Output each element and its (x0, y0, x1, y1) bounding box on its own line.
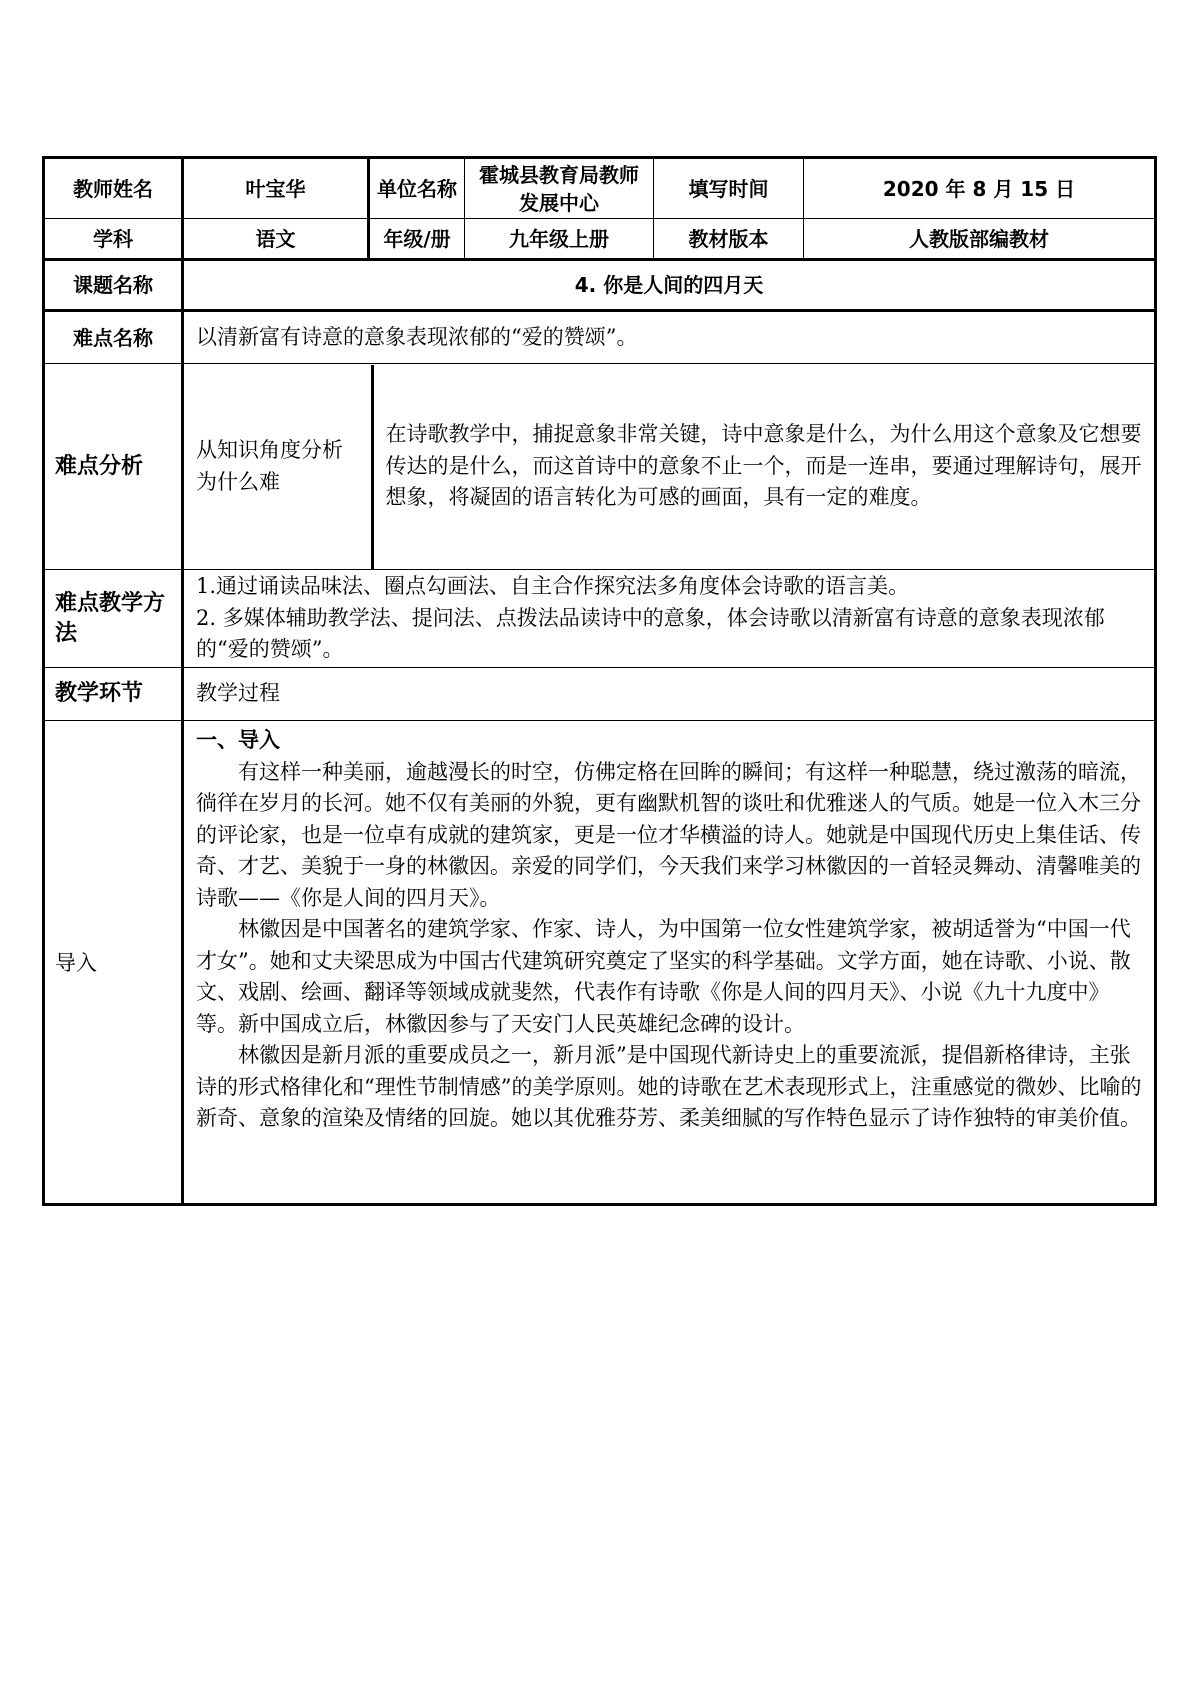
subject-value: 语文 (183, 219, 369, 260)
topic-value: 4. 你是人间的四月天 (183, 260, 1156, 311)
methods-cell (183, 570, 1156, 668)
grade-label: 年级/册 (369, 219, 465, 260)
edition-value: 人教版部编教材 (804, 219, 1156, 260)
method-item-1: 1.通过诵读品味法、圈点勾画法、自主合作探究法多角度体会诗歌的语言美。 (196, 574, 910, 599)
intro-paragraph-1: 有这样一种美丽，逾越漫长的时空，仿佛定格在回眸的瞬间；有这样一种聪慧，绕过激荡的暗流，徜徉在岁月的长河。她不仅有美丽的外貌，更有幽默机智的谈吐和优雅迷人的气质。她是一位入木三分的评论家，也是一位卓有成就的建筑家，更是一位才华横溢的诗人。她就是中国现代历史上集佳话、传奇、才艺、美貌于一身的林徽因。亲爱的同学们，今天我们来学习林徽因的一首轻灵舞动、清馨唯美的诗歌——《你是人间的四月天》。 (196, 759, 1141, 910)
analysis-text: 在诗歌教学中，捕捉意象非常关键，诗中意象是什么，为什么用这个意象及它想要传达的是什么，而这首诗中的意象不止一个，而是一连串，要通过理解诗句，展开想象，将凝固的语言转化为可感的画面，具有一定的难度。 (385, 422, 1142, 510)
date-value: 2020 年 8 月 15 日 (804, 158, 1156, 219)
lesson-plan-page (42, 156, 1154, 1206)
process-value: 教学过程 (183, 668, 1156, 721)
intro-row (44, 721, 1156, 1205)
difficulty-label: 难点名称 (44, 311, 183, 364)
topic-row (44, 260, 1156, 311)
info-row-1 (44, 158, 1156, 219)
intro-title: 一、导入 (196, 728, 280, 752)
process-label: 教学环节 (44, 668, 183, 721)
analysis-inner-table (184, 365, 1154, 569)
difficulty-value: 以清新富有诗意的意象表现浓郁的“爱的赞颂”。 (183, 311, 1156, 364)
unit-label: 单位名称 (369, 158, 465, 219)
grade-value: 九年级上册 (465, 219, 654, 260)
intro-paragraph-2: 林徽因是中国著名的建筑学家、作家、诗人，为中国第一位女性建筑学家，被胡适誉为“中国一代才女”。她和丈夫梁思成为中国古代建筑研究奠定了坚实的科学基础。文学方面，她在诗歌、小说、散文、戏剧、绘画、翻译等领域成就斐然，代表作有诗歌《你是人间的四月天》、小说《九十九度中》等。新中国成立后，林徽因参与了天安门人民英雄纪念碑的设计。 (196, 917, 1131, 1036)
analysis-cell (183, 364, 1156, 570)
methods-row (44, 570, 1156, 668)
subject-label: 学科 (44, 219, 183, 260)
intro-cell (183, 721, 1156, 1205)
unit-value: 霍城县教育局教师发展中心 (465, 158, 654, 219)
edition-label: 教材版本 (654, 219, 804, 260)
difficulty-row (44, 311, 1156, 364)
date-label: 填写时间 (654, 158, 804, 219)
topic-label: 课题名称 (44, 260, 183, 311)
methods-label: 难点教学方法 (44, 570, 183, 668)
process-row (44, 668, 1156, 721)
lesson-plan-table (42, 156, 1157, 1206)
teacher-label: 教师姓名 (44, 158, 183, 219)
teacher-value: 叶宝华 (183, 158, 369, 219)
info-row-2 (44, 219, 1156, 260)
analysis-row (44, 364, 1156, 570)
analysis-angle: 从知识角度分析为什么难 (184, 365, 372, 569)
intro-paragraph-3: 林徽因是新月派的重要成员之一，新月派”是中国现代新诗史上的重要流派，提倡新格律诗，主张诗的形式格律化和“理性节制情感”的美学原则。她的诗歌在艺术表现形式上，注重感觉的微妙、比喻的新奇、意象的渲染及情绪的回旋。她以其优雅芬芳、柔美细腻的写作特色显示了诗作独特的审美价值。 (196, 1043, 1142, 1130)
analysis-label: 难点分析 (44, 364, 183, 570)
intro-label: 导入 (44, 721, 183, 1205)
method-item-2: 2. 多媒体辅助教学法、提问法、点拨法品读诗中的意象，体会诗歌以清新富有诗意的意象表现浓郁的“爱的赞颂”。 (196, 605, 1105, 662)
